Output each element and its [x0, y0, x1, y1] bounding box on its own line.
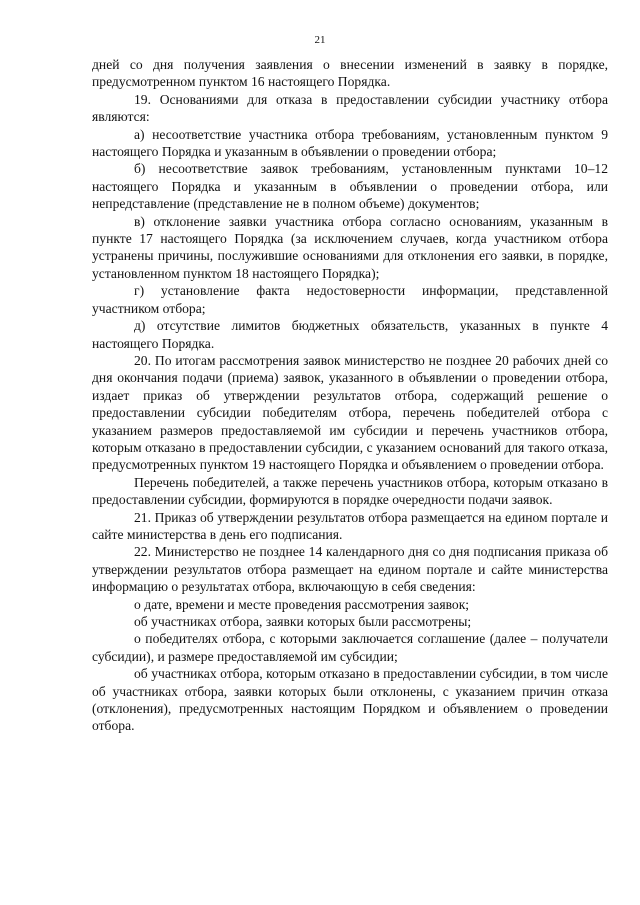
paragraph: 22. Министерство не позднее 14 календарного дня со дня подписания приказа об утверждении результатов отбора размещает на едином портале и сайте министерства информацию о результатах отбора, включающую в себя сведения:	[92, 544, 608, 595]
paragraph: г) установление факта недостоверности информации, представленной участником отбора;	[92, 283, 608, 316]
paragraph: б) несоответствие заявок требованиям, установленным пунктами 10–12 настоящего Порядка и указанным в объявлении о проведении отбора, или непредставление (представление не в полном объеме) документов;	[92, 161, 608, 212]
page-number: 21	[314, 34, 326, 46]
paragraph: в) отклонение заявки участника отбора согласно основаниям, указанным в пункте 17 настоящего Порядка (за исключением случаев, когда участником отбора устранены причины, послужившие основаниями для отклонения его заявки, в порядке, установленном пунктом 18 настоящего Порядка);	[92, 213, 608, 281]
paragraph: а) несоответствие участника отбора требованиям, установленным пунктом 9 настоящего Порядка и указанным в объявлении о проведении отбора;	[92, 126, 608, 160]
paragraph: об участниках отбора, заявки которых были рассмотрены;	[134, 614, 472, 629]
paragraph: 19. Основаниями для отказа в предоставлении субсидии участнику отбора являются:	[92, 91, 608, 125]
paragraph: д) отсутствие лимитов бюджетных обязательств, указанных в пункте 4 настоящего Порядка.	[92, 318, 608, 351]
paragraph: о дате, времени и месте проведения рассмотрения заявок;	[134, 596, 470, 612]
paragraph: дней со дня получения заявления о внесении изменений в заявку в порядке, предусмотренном пунктом 16 настоящего Порядка.	[92, 57, 608, 90]
paragraph: об участниках отбора, которым отказано в предоставлении субсидии, в том числе об участниках отбора, заявки которых были отклонены, с указанием причин отказа (отклонения), предусмотренных настоящим Порядком и объявлением о проведении отбора.	[92, 666, 608, 734]
paragraph: 21. Приказ об утверждении результатов отбора размещается на едином портале и сайте министерства в день его подписания.	[92, 509, 608, 542]
document-body	[92, 56, 608, 735]
paragraph: Перечень победителей, а также перечень участников отбора, которым отказано в предоставлении субсидии, формируются в порядке очередности подачи заявок.	[92, 474, 608, 508]
paragraph: о победителях отбора, с которыми заключается соглашение (далее – получатели субсидии), и размере предоставляемой им субсидии;	[92, 631, 608, 664]
paragraph: 20. По итогам рассмотрения заявок министерство не позднее 20 рабочих дней со дня окончания подачи (приема) заявок, указанного в объявлении о проведении отбора, издает приказ об утверждении результатов отбора, содержащий решение о предоставлении субсидии победителям отбора, перечень победителей отбора с указанием размеров предоставляемой им субсидии и перечень участников отбора, которым отказано в предоставлении субсидии, с указанием оснований для такого отказа, предусмотренных пунктом 19 настоящего Порядка и объявлением о проведении отбора.	[92, 352, 608, 473]
